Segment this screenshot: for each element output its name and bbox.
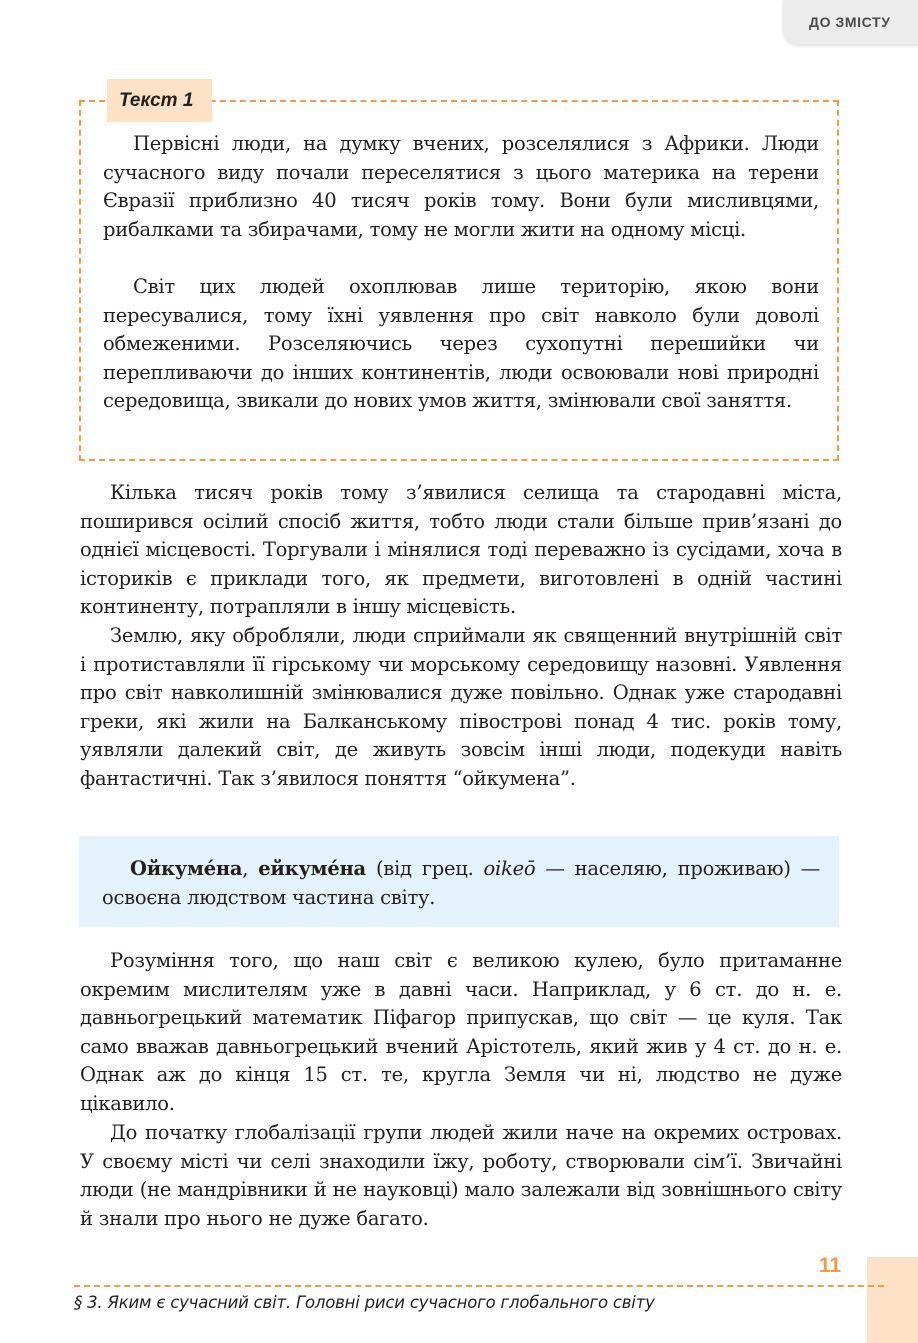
main-paragraph-1: Кілька тисяч років тому з’явилися селища та стародавні міста, поширився осілий спосіб життя, тобто люди стали більше прив’язані до однієї місцевості. Торгували і мінялися тоді переважно із сусідами, хоча в істориків є приклади того, як предмети, виготовлені в одній частині континенту, потрапляли в іншу місцевість. [80,481,842,619]
text-box-paragraph-1: Первісні люди, на думку вчених, розселялися з Африки. Люди сучасного виду почали переселятися з цього материка на терени Євразії приблизно 40 тисяч років тому. Вони були мисливцями, рибалками та збирачами, тому не могли жити на одному місці. [103,132,819,241]
toc-button[interactable] [783,0,918,44]
main-paragraph-2: Землю, яку обробляли, люди сприймали як священний внутрішній світ і протиставляли її гірському чи морському середовищу назовні. Уявлення про світ навколишній змінювалися дуже повільно. Однак уже стародавні греки, які жили на Балканському півострові понад 4 тис. років тому, уявляли далекий світ, де живуть зовсім інші люди, подекуди навіть фантастичні. Так з’явилося поняття “ойкумена”. [80,624,842,790]
footer-section-title: § 3. Яким є сучасний світ. Головні риси сучасного глобального світу [74,1293,655,1312]
footer-divider [74,1285,884,1287]
text-box-paragraph-2: Світ цих людей охоплював лише територію, якою вони пересувалися, тому їхні уявлення про світ навколо були доволі обмеженими. Розселяючись через сухопутні перешийки чи перепливаючи до інших континентів, люди освоювали нові природні середовища, звикали до нових умов життя, змінювали свої заняття. [103,275,819,413]
definition-term-2: ейкуме́на [258,857,366,880]
definition-separator: , [242,857,259,880]
toc-label: ДО ЗМІСТУ [809,14,891,30]
main-paragraph-4: До початку глобалізації групи людей жили наче на окремих островах. У своєму місті чи селі знаходили їжу, роботу, створювали сім’ї. Звичайні люди (не мандрівники й не науковці) мало залежали від зовнішнього світу й знали про нього не дуже багато. [80,1121,842,1230]
definition-text [102,855,820,912]
page-number: 11 [818,1254,842,1277]
definition-term-1: Ойкуме́на [130,857,243,880]
page-side-strip [867,1257,918,1343]
text-box-label: Текст 1 [107,79,212,122]
definition-meaning: — населяю, проживаю) — освоєна людством частина світу. [102,857,820,909]
definition-greek-word: oikeō [483,857,536,880]
definition-origin-prefix: (від грец. [365,857,484,880]
main-paragraph-3: Розуміння того, що наш світ є великою кулею, було притаманне окремим мислителям уже в давні часи. Наприклад, у 6 ст. до н. е. давньогрецький математик Піфагор припускав, що світ — це куля. Так само вважав давньогрецький вчений Арістотель, який жив у 4 ст. до н. е. Однак аж до кінця 15 ст. те, кругла Земля чи ні, людство не дуже цікавило. [80,949,842,1115]
